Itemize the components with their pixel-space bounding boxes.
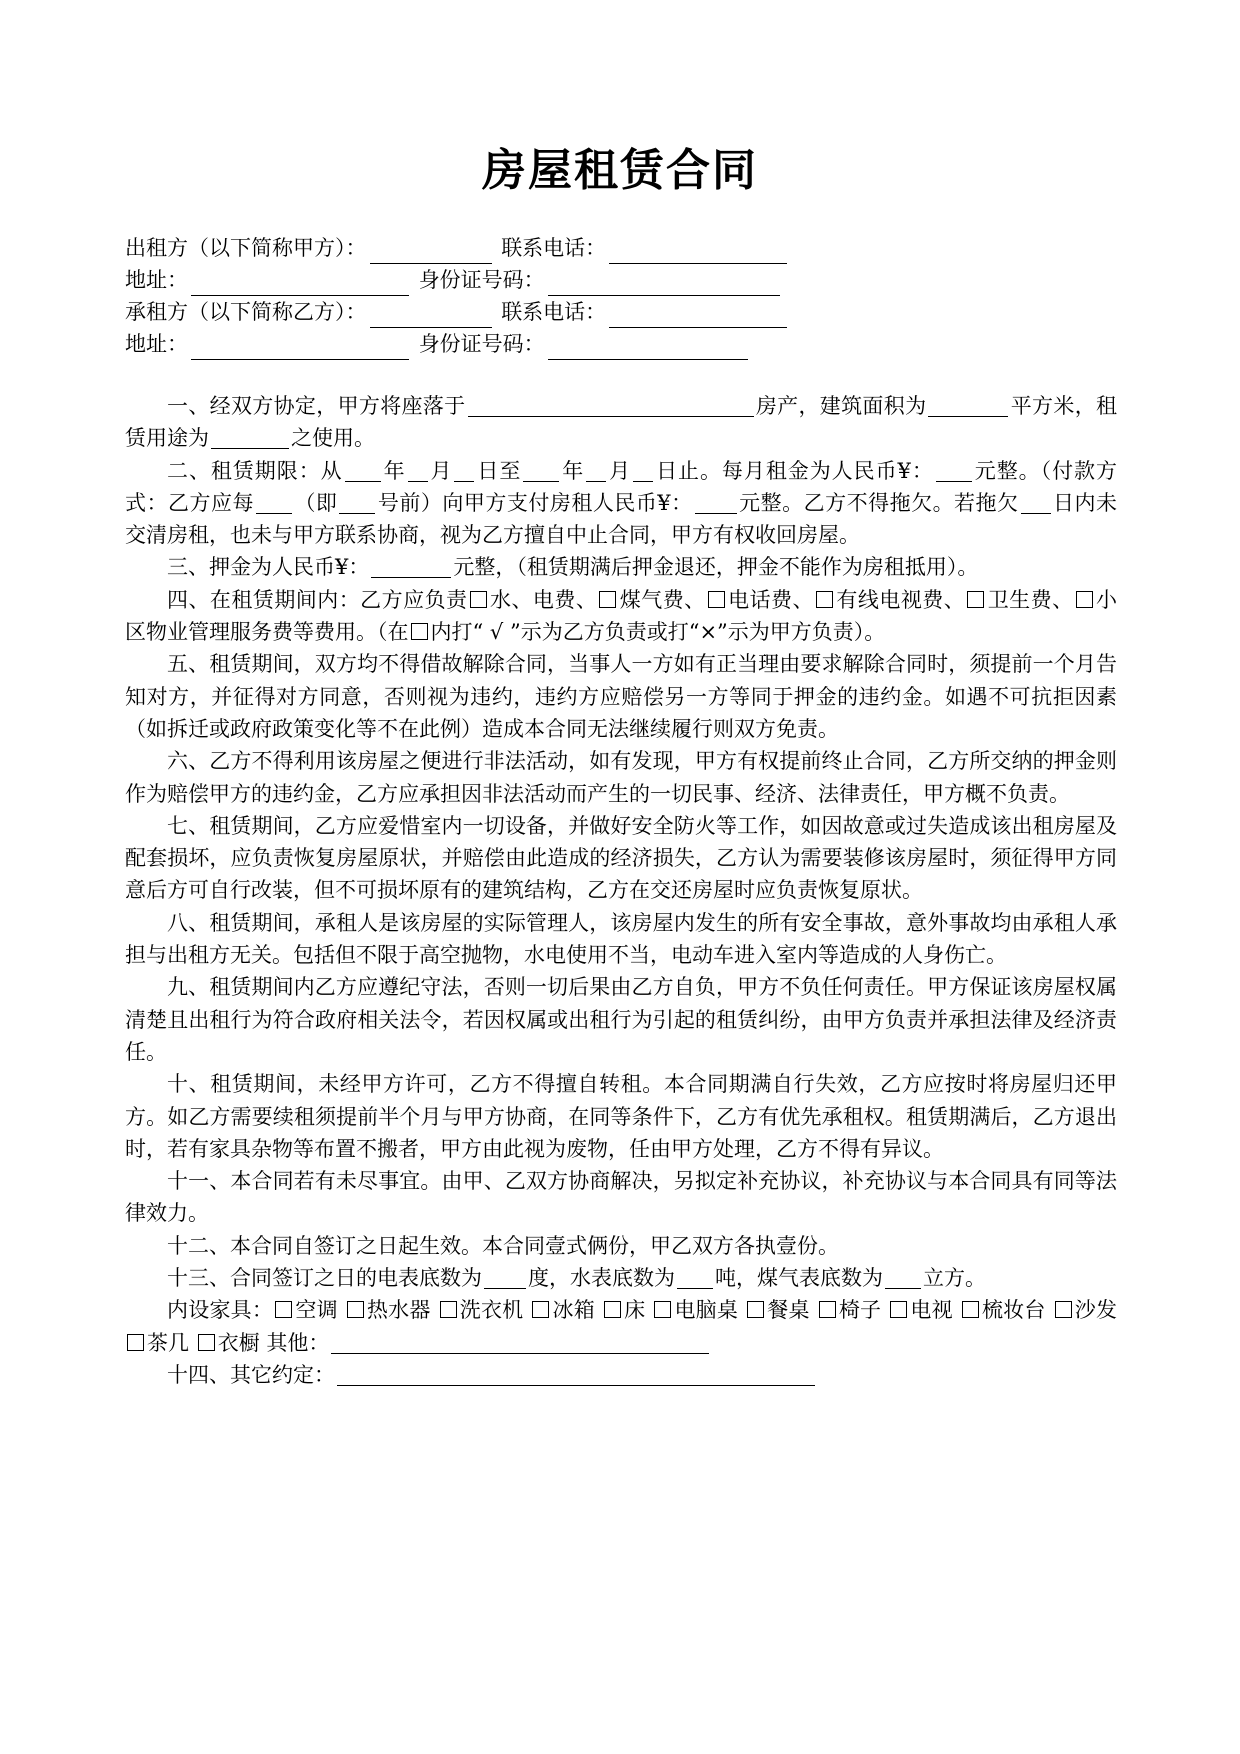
furniture-checkbox[interactable]: [532, 1301, 549, 1318]
start-year-blank[interactable]: [345, 459, 381, 482]
lessor-address-blank[interactable]: [191, 271, 409, 296]
lessee-phone-label: 联系电话：: [501, 300, 607, 324]
end-year-blank[interactable]: [523, 459, 559, 482]
contract-body: [125, 390, 1117, 1391]
end-month-blank[interactable]: [586, 459, 606, 482]
parties-section: [125, 232, 790, 360]
clause-6: 六、乙方不得利用该房屋之便进行非法活动，如有发现，甲方有权提前终止合同，乙方所交纳的押金则作为赔偿甲方的违约金，乙方应承担因非法活动而产生的一切民事、经济、法律责任，甲方概不负责。: [125, 749, 1117, 806]
start-month-blank[interactable]: [408, 459, 428, 482]
furniture-checkbox[interactable]: [440, 1301, 457, 1318]
clause-14: 十四、其它约定：: [125, 1359, 1117, 1391]
lessor-id-label: 身份证号码：: [418, 268, 545, 292]
lessor-address-row: [125, 264, 790, 296]
overdue-days-blank[interactable]: [1021, 491, 1051, 514]
clause-2: 二、租赁期限：从 年 月 日至 年 月 日止。每月租金为人民币¥： 元整。（付款方式：乙方应每 （即 号前）向甲方支付房租人民币¥： 元整。乙方不得拖欠。若拖欠 日内未交清房租，也未与甲方联系协商，视为乙方擅自中止合同，甲方有权收回房屋。: [125, 458, 1118, 548]
clause-12: 十二、本合同自签订之日起生效。本合同壹式俩份，甲乙双方各执壹份。: [167, 1233, 839, 1258]
furniture-checkbox[interactable]: [127, 1334, 144, 1351]
property-location-blank[interactable]: [468, 394, 754, 417]
clause-11: 十一、本合同若有未尽事宜。由甲、乙双方协商解决，另拟定补充协议，补充协议与本合同具有同等法律效力。: [125, 1169, 1117, 1226]
property-management-checkbox[interactable]: [1076, 591, 1093, 608]
clause-1: 一、经双方协定，甲方将座落于 房产，建筑面积为 平方米，租赁用途为 之使用。: [125, 394, 1118, 451]
lessee-label: 承租方（以下简称乙方）：: [125, 300, 367, 324]
furniture-checkbox[interactable]: [604, 1301, 621, 1318]
lessor-row: [125, 232, 790, 264]
lessor-label: 出租方（以下简称甲方）：: [125, 236, 367, 260]
cable-tv-checkbox[interactable]: [816, 591, 833, 608]
electric-meter-blank[interactable]: [484, 1266, 526, 1289]
clause-3: 三、押金为人民币¥： 元整，（租赁期满后押金退还，押金不能作为房租抵用）。: [167, 555, 979, 580]
lessor-phone-label: 联系电话：: [501, 236, 607, 260]
payment-period-blank[interactable]: [256, 491, 292, 514]
lessor-address-label: 地址：: [125, 268, 188, 292]
lessee-id-blank[interactable]: [548, 335, 748, 360]
other-agreements-blank[interactable]: [337, 1363, 815, 1386]
lessee-address-row: [125, 328, 790, 360]
area-blank[interactable]: [928, 394, 1008, 417]
water-meter-blank[interactable]: [677, 1266, 713, 1289]
furniture-checkbox[interactable]: [890, 1301, 907, 1318]
furniture-checkbox[interactable]: [275, 1301, 292, 1318]
furniture-checkbox[interactable]: [962, 1301, 979, 1318]
furniture-checkbox[interactable]: [654, 1301, 671, 1318]
end-day-blank[interactable]: [633, 459, 653, 482]
lessor-id-blank[interactable]: [548, 271, 780, 296]
lessee-phone-blank[interactable]: [609, 303, 787, 328]
sanitation-checkbox[interactable]: [967, 591, 984, 608]
other-furniture-blank[interactable]: [331, 1331, 709, 1354]
lessee-row: [125, 296, 790, 328]
lessor-phone-blank[interactable]: [609, 239, 787, 264]
legend-checkbox: [411, 623, 428, 640]
clause-9: 九、租赁期间内乙方应遵纪守法，否则一切后果由乙方自负，甲方不负任何责任。甲方保证该房屋权属清楚且出租行为符合政府相关法令，若因权属或出租行为引起的租赁纠纷，由甲方负责并承担法律及经济责任。: [125, 975, 1117, 1064]
gas-meter-blank[interactable]: [885, 1266, 921, 1289]
monthly-rent-blank[interactable]: [936, 459, 972, 482]
clause-7: 七、租赁期间，乙方应爱惜室内一切设备，并做好安全防火等工作，如因故意或过失造成该出租房屋及配套损坏，应负责恢复房屋原状，并赔偿由此造成的经济损失，乙方认为需要装修该房屋时，须征得甲方同意后方可自行改装，但不可损坏原有的建筑结构，乙方在交还房屋时应负责恢复原状。: [125, 813, 1117, 903]
furniture-checkbox[interactable]: [198, 1334, 215, 1351]
phone-checkbox[interactable]: [708, 591, 725, 608]
payment-amount-blank[interactable]: [695, 491, 737, 514]
lessor-name-blank[interactable]: [370, 239, 492, 264]
clause-4: 四、在租赁期间内：乙方应负责 水、电费、 煤气费、 电话费、 有线电视费、 卫生费、 小区物业管理服务费等费用。（在 内打“ √ ”示为乙方负责或打“×”示为甲方负责）。: [125, 587, 1118, 645]
clause-8: 八、租赁期间，承租人是该房屋的实际管理人，该房屋内发生的所有安全事故，意外事故均由承租人承担与出租方无关。包括但不限于高空抛物，水电使用不当，电动车进入室内等造成的人身伤亡。: [125, 910, 1117, 968]
usage-blank[interactable]: [211, 426, 289, 449]
lessee-id-label: 身份证号码：: [418, 332, 545, 356]
document-title: 房屋租赁合同: [482, 145, 758, 196]
lessee-address-blank[interactable]: [191, 335, 409, 360]
clause-13: 十三、合同签订之日的电表底数为 度，水表底数为 吨，煤气表底数为 立方。: [167, 1266, 986, 1291]
water-electric-checkbox[interactable]: [470, 591, 487, 608]
start-day-blank[interactable]: [454, 459, 474, 482]
lessee-address-label: 地址：: [125, 332, 188, 356]
furniture-checkbox[interactable]: [1055, 1301, 1072, 1318]
lessee-name-blank[interactable]: [370, 303, 492, 328]
furniture-checkbox[interactable]: [347, 1301, 364, 1318]
clause-5: 五、租赁期间，双方均不得借故解除合同，当事人一方如有正当理由要求解除合同时，须提前一个月告知对方，并征得对方同意，否则视为违约，违约方应赔偿另一方等同于押金的违约金。如遇不可抗拒因素（如拆迁或政府政策变化等不在此例）造成本合同无法继续履行则双方免责。: [125, 652, 1117, 741]
furniture-checkbox[interactable]: [747, 1301, 764, 1318]
furniture-checkbox[interactable]: [819, 1301, 836, 1318]
furniture-list: 内设家具： 空调 热水器 洗衣机 冰箱 床 电脑桌 餐桌 椅子 电视 梳妆台 沙发 茶几 衣橱 其他：: [125, 1294, 1117, 1359]
clause-10: 十、租赁期间，未经甲方许可，乙方不得擅自转租。本合同期满自行失效，乙方应按时将房屋归还甲方。如乙方需要续租须提前半个月与甲方协商，在同等条件下，乙方有优先承租权。租赁期满后，乙方退出时，若有家具杂物等布置不搬者，甲方由此视为废物，任由甲方处理，乙方不得有异议。: [125, 1072, 1117, 1161]
deposit-blank[interactable]: [371, 555, 451, 578]
payment-day-blank[interactable]: [339, 491, 375, 514]
gas-checkbox[interactable]: [599, 591, 616, 608]
